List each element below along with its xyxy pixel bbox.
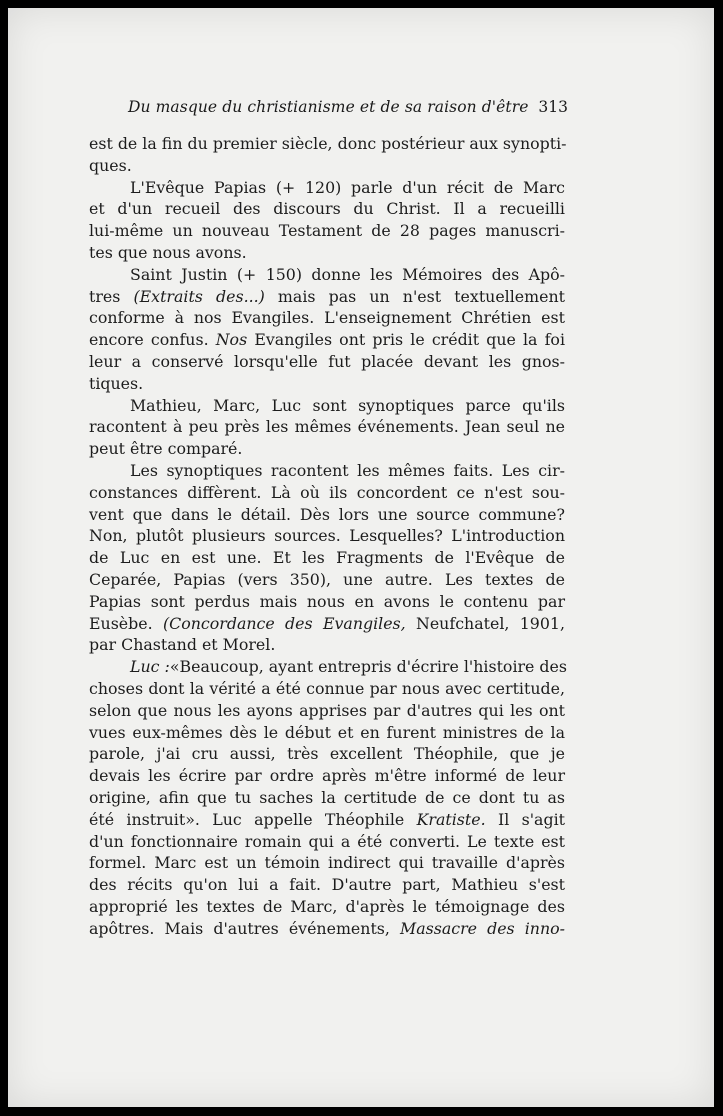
- italic-text: Luc :: [130, 657, 170, 677]
- text-line: par Chastand et Morel.: [89, 635, 276, 655]
- text-line: Saint Justin (+ 150) donne les Mémoires des Apô-: [130, 264, 565, 284]
- text-line: selon que nous les ayons apprises par d'autres qui les ont: [89, 700, 565, 720]
- text-line: racontent à peu près les mêmes événements. Jean seul ne: [89, 417, 565, 437]
- italic-text: (Concordance des Evangiles,: [162, 613, 406, 633]
- text-line: Papias sont perdus mais nous en avons le contenu par: [89, 591, 565, 611]
- italic-text: (Extraits des...): [133, 286, 265, 306]
- text-line: Les synoptiques racontent les mêmes faits. Les cir-: [130, 460, 565, 480]
- text-line: été instruit». Luc appelle Théophile Kratiste. Il s'agit: [89, 809, 565, 829]
- text-line: conforme à nos Evangiles. L'enseignement Chrétien est: [89, 308, 565, 328]
- text-line: ques.: [89, 155, 132, 175]
- text-line: encore confus. Nos Evangiles ont pris le crédit que la foi: [89, 330, 565, 350]
- text-line: Luc :«Beaucoup, ayant entrepris d'écrire l'histoire des: [130, 657, 567, 677]
- text-line: formel. Marc est un témoin indirect qui travaille d'après: [89, 853, 565, 873]
- text-line: vent que dans le détail. Dès lors une source commune?: [89, 504, 565, 524]
- text-line: tiques.: [89, 373, 144, 393]
- text-line: Mathieu, Marc, Luc sont synoptiques parce qu'ils: [130, 395, 565, 415]
- text-line: des récits qu'on lui a fait. D'autre part, Mathieu s'est: [89, 875, 565, 895]
- text-line: vues eux-mêmes dès le début et en furent ministres de la: [89, 722, 565, 742]
- italic-text: Nos: [215, 330, 248, 350]
- running-title: Du masque du christianisme et de sa raison d'être: [128, 98, 529, 116]
- text-line: tes que nous avons.: [89, 242, 247, 262]
- text-line: leur a conservé lorsqu'elle fut placée devant les gnos-: [89, 351, 565, 371]
- book-page: [8, 8, 714, 1107]
- text-line: tres (Extraits des...) mais pas un n'est textuellement: [89, 286, 565, 306]
- italic-text: Kratiste.: [416, 809, 486, 829]
- text-line: choses dont la vérité a été connue par nous avec certitude,: [89, 678, 565, 698]
- italic-text: Massacre des inno-: [400, 918, 565, 938]
- text-line: lui-même un nouveau Testament de 28 pages manuscri-: [89, 221, 565, 241]
- text-line: Ceparée, Papias (vers 350), une autre. Les textes de: [89, 569, 565, 589]
- text-line: de Luc en est une. Et les Fragments de l'Evêque de: [89, 548, 565, 568]
- text-line: parole, j'ai cru aussi, très excellent Théophile, que je: [89, 744, 565, 764]
- text-line: apôtres. Mais d'autres événements, Massacre des inno-: [89, 918, 565, 938]
- text-line: L'Evêque Papias (+ 120) parle d'un récit de Marc: [130, 177, 565, 197]
- text-line: peut être comparé.: [89, 439, 243, 459]
- text-line: Eusèbe. (Concordance des Evangiles, Neufchatel, 1901,: [89, 613, 565, 633]
- text-line: approprié les textes de Marc, d'après le témoignage des: [89, 896, 565, 916]
- text-line: constances diffèrent. Là où ils concordent ce n'est sou-: [89, 482, 565, 502]
- text-line: est de la fin du premier siècle, donc postérieur aux synopti-: [89, 134, 567, 153]
- text-line: devais les écrire par ordre après m'être informé de leur: [89, 766, 565, 786]
- text-line: Non, plutôt plusieurs sources. Lesquelles? L'introduction: [89, 526, 565, 546]
- page-number: 313: [538, 98, 568, 116]
- text-line: d'un fonctionnaire romain qui a été converti. Le texte est: [89, 831, 565, 851]
- text-line: origine, afin que tu saches la certitude de ce dont tu as: [89, 787, 565, 807]
- text-line: et d'un recueil des discours du Christ. Il a recueilli: [89, 199, 565, 219]
- page-header: [128, 98, 568, 116]
- body-text: [89, 133, 565, 939]
